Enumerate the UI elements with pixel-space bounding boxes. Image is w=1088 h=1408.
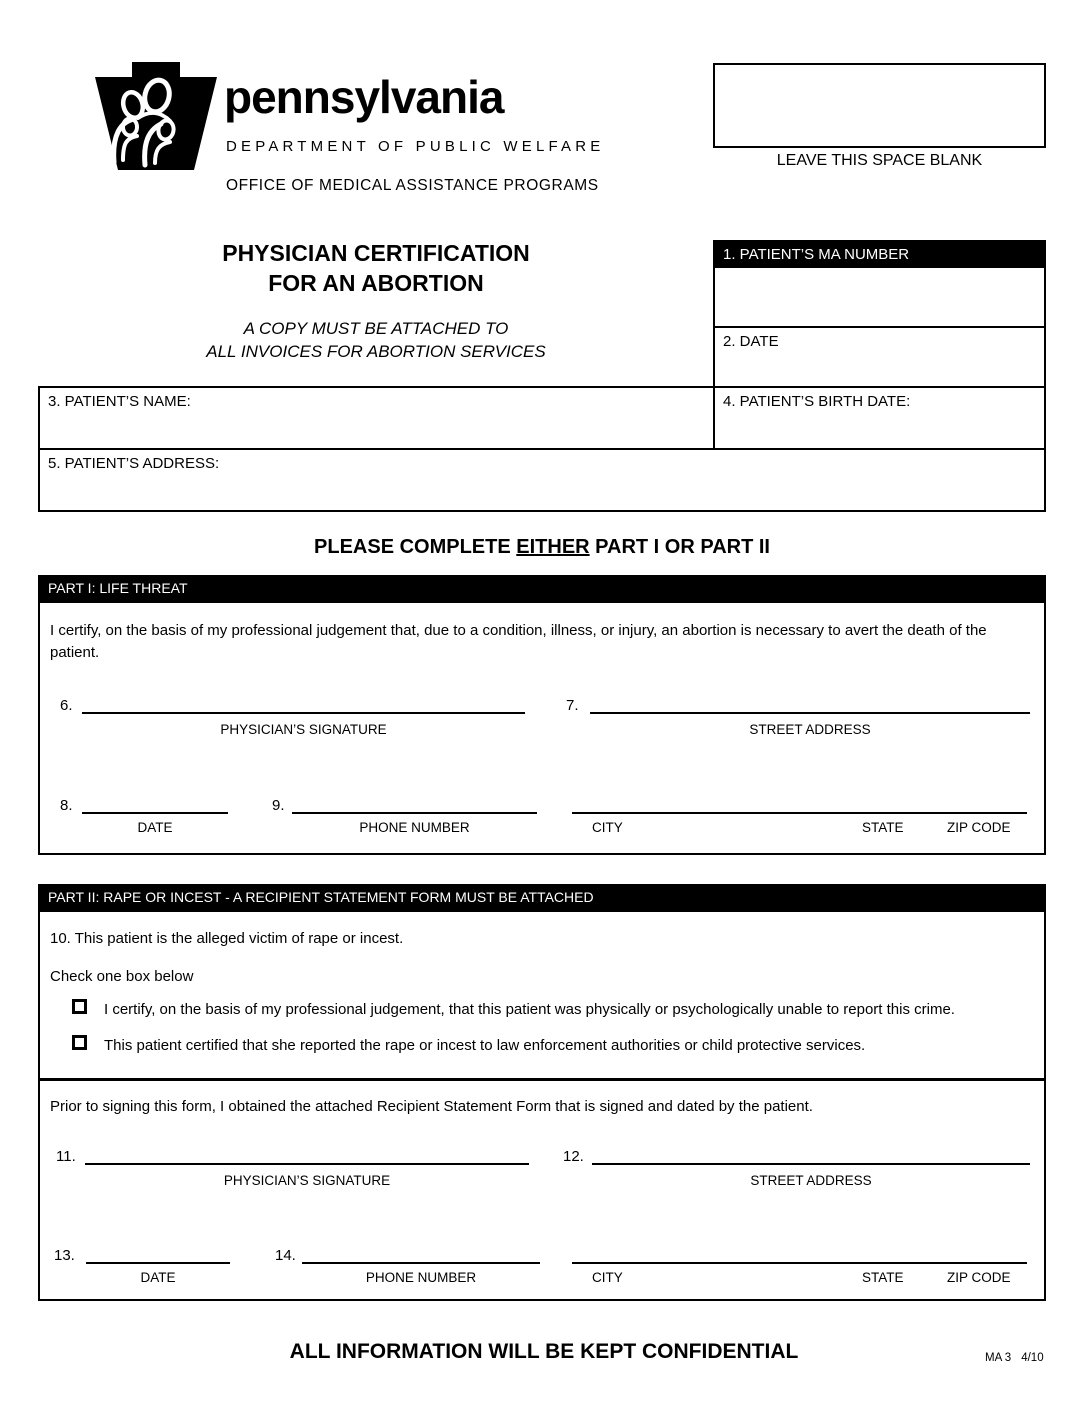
- city-state-zip-line-part2[interactable]: [572, 1246, 1027, 1264]
- part2-zip-caption: ZIP CODE: [947, 1270, 1011, 1285]
- line8-caption: DATE: [137, 820, 173, 835]
- date-line-8[interactable]: [82, 796, 228, 814]
- brand-wordmark: pennsylvania: [224, 71, 504, 123]
- phone-number-line-14[interactable]: [302, 1246, 540, 1264]
- physician-signature-line-11[interactable]: [85, 1147, 529, 1165]
- instruction-pre: PLEASE COMPLETE: [314, 536, 517, 558]
- line14-caption: PHONE NUMBER: [365, 1270, 477, 1285]
- confidential-notice: ALL INFORMATION WILL BE KEPT CONFIDENTIAL: [289, 1340, 799, 1363]
- line11-caption: PHYSICIAN’S SIGNATURE: [223, 1173, 391, 1188]
- prior-statement-text: Prior to signing this form, I obtained the attached Recipient Statement Form that is signed and dated by the patient.: [50, 1098, 813, 1115]
- checkbox-reported-to-authorities-label: This patient certified that she reported the rape or incest to law enforcement authorities or child protective services.: [104, 1037, 866, 1054]
- line11-number: 11.: [56, 1148, 76, 1165]
- office-name: OFFICE OF MEDICAL ASSISTANCE PROGRAMS: [226, 177, 599, 194]
- street-address-line-12[interactable]: [592, 1147, 1030, 1165]
- field-birth-date-box[interactable]: [715, 386, 1044, 448]
- complete-either-instruction: [38, 536, 1046, 559]
- form-title-line2: FOR AN ABORTION: [268, 269, 484, 296]
- form-subtitle-line2: ALL INVOICES FOR ABORTION SERVICES: [206, 341, 546, 361]
- leave-blank-box: [713, 63, 1046, 148]
- field-date-box[interactable]: [715, 326, 1044, 386]
- form-title-line1: PHYSICIAN CERTIFICATION: [222, 240, 530, 266]
- field-patient-address-box[interactable]: [38, 448, 1046, 512]
- field-ma-number-label: 1. PATIENT’S MA NUMBER: [715, 242, 1044, 268]
- part2-state-caption: STATE: [862, 1270, 904, 1285]
- date-line-13[interactable]: [86, 1246, 230, 1264]
- phone-number-line-9[interactable]: [292, 796, 537, 814]
- part1-state-caption: STATE: [862, 820, 904, 835]
- checkbox-unable-to-report-label: I certify, on the basis of my professional judgement, that this patient was physically or psychologically unable to report this crime.: [104, 1001, 955, 1018]
- form-subtitle-line1: A COPY MUST BE ATTACHED TO: [243, 319, 509, 338]
- form-number: MA 3: [985, 1352, 1012, 1364]
- field-ma-number-input-area[interactable]: [715, 268, 1044, 326]
- physician-signature-line-6[interactable]: [82, 696, 525, 714]
- part2-item10-text: 10. This patient is the alleged victim of rape or incest.: [50, 930, 404, 947]
- field-patient-name-label: 3. PATIENT’S NAME:: [48, 393, 191, 410]
- instruction-post: PART I OR PART II: [589, 536, 770, 558]
- form-title: [38, 239, 714, 299]
- field-patient-address-label: 5. PATIENT’S ADDRESS:: [48, 455, 220, 472]
- department-name: DEPARTMENT OF PUBLIC WELFARE: [226, 138, 605, 155]
- field-patient-name-box[interactable]: [38, 386, 715, 450]
- line9-caption: PHONE NUMBER: [359, 820, 470, 835]
- street-address-line-7[interactable]: [590, 696, 1030, 714]
- checkbox-unable-to-report[interactable]: [72, 999, 87, 1014]
- instruction-either: EITHER: [516, 536, 590, 558]
- checkbox-reported-to-authorities[interactable]: [72, 1035, 87, 1050]
- line12-caption: STREET ADDRESS: [750, 1173, 872, 1188]
- pennsylvania-keystone-logo: [93, 60, 219, 172]
- line8-number: 8.: [60, 797, 73, 814]
- line13-number: 13.: [54, 1247, 75, 1264]
- part1-zip-caption: ZIP CODE: [947, 820, 1011, 835]
- line12-number: 12.: [563, 1148, 584, 1165]
- line7-number: 7.: [566, 697, 579, 714]
- field-date-label: 2. DATE: [723, 333, 779, 350]
- part2-divider: [38, 1078, 1046, 1081]
- line7-caption: STREET ADDRESS: [749, 722, 871, 737]
- line9-number: 9.: [272, 797, 285, 814]
- form-code: [985, 1352, 1044, 1364]
- part2-header-bar: PART II: RAPE OR INCEST - A RECIPIENT STATEMENT FORM MUST BE ATTACHED: [38, 884, 1046, 910]
- form-subtitle: [38, 318, 714, 364]
- line6-caption: PHYSICIAN’S SIGNATURE: [220, 722, 387, 737]
- part1-certification-text: I certify, on the basis of my professional judgement that, due to a condition, illness, or injury, an abortion is necessary to avert the death of the patient.: [50, 622, 987, 661]
- form-revision: 4/10: [1021, 1352, 1044, 1364]
- part2-city-caption: CITY: [592, 1270, 623, 1285]
- line14-number: 14.: [275, 1247, 296, 1264]
- part2-check-instruction: Check one box below: [50, 968, 194, 985]
- field-birth-date-label: 4. PATIENT’S BIRTH DATE:: [723, 393, 911, 410]
- leave-blank-caption: LEAVE THIS SPACE BLANK: [776, 152, 983, 169]
- line13-caption: DATE: [140, 1270, 176, 1285]
- part1-city-caption: CITY: [592, 820, 623, 835]
- line6-number: 6.: [60, 697, 73, 714]
- patient-id-column: [713, 240, 1046, 450]
- part1-header-bar: PART I: LIFE THREAT: [38, 575, 1046, 601]
- city-state-zip-line-part1[interactable]: [572, 796, 1027, 814]
